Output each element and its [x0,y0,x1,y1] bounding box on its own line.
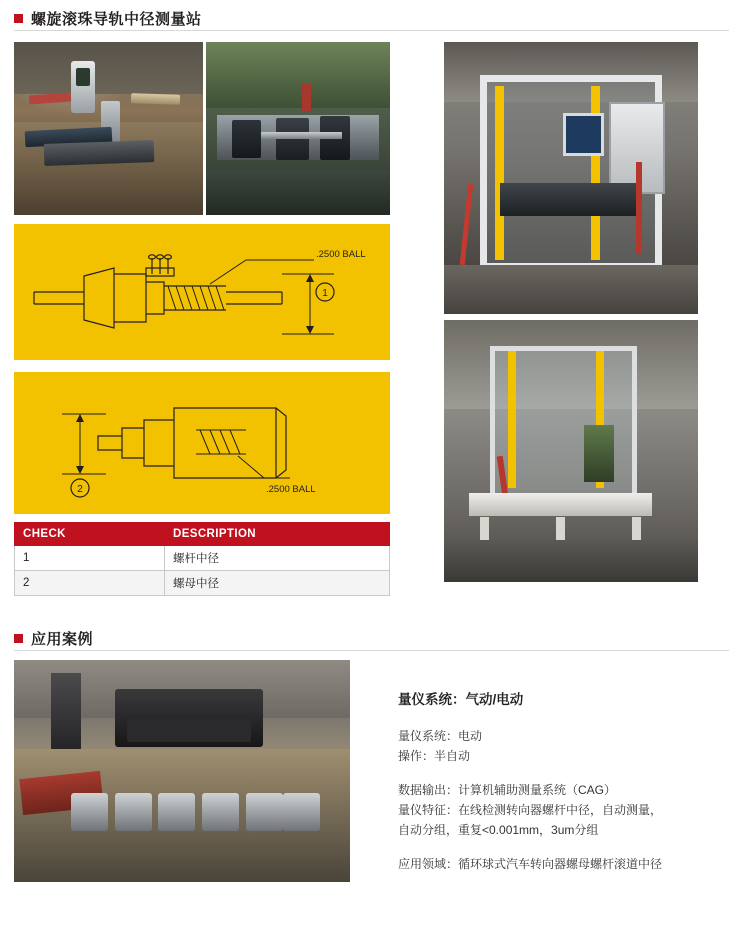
section-title-main: 螺旋滚珠导轨中径测量站 [31,11,202,28]
spec-row-feature-cont [398,820,728,840]
spec-value-application: 循环球式汽车转向器螺母螺杆滚道中径 [458,857,663,871]
cell-check: 2 [15,571,165,596]
spec-row-application [398,854,728,874]
photo-parts-bench [14,660,350,882]
spec-row-operation [398,746,728,766]
heading-divider [14,30,729,31]
spec-value-feature-2: 自动分组，重复<0.001mm，3um分组 [398,823,599,837]
table-row [15,571,390,596]
spec-label-feature: 量仪特征： [398,803,459,817]
ball-label-top: .2500 BALL [316,249,366,260]
photo-measuring-cell [444,42,698,314]
screw-shaft-diagram [14,224,390,360]
photo-machine-guard [444,320,698,582]
photo-green-machine [206,42,390,215]
spec-block [398,688,728,874]
check-table [14,522,390,596]
section-title-cases: 应用案例 [31,631,94,648]
section-heading-cases [14,628,93,649]
column-header-check: CHECK [15,523,165,546]
photo-workbench-fixture [14,42,203,215]
table-header-row [15,523,390,546]
heading-divider [14,650,729,651]
table-row [15,546,390,571]
section-heading-main [14,8,202,29]
spec-value-output: 计算机辅助测量系统（CAG） [458,783,617,797]
spec-label-application: 应用领域： [398,857,459,871]
cell-description: 螺母中径 [165,571,390,596]
spec-label-operation: 操作： [398,749,435,763]
spec-row-system [398,726,728,746]
spec-label-system: 量仪系统： [398,729,459,743]
spec-value-operation: 半自动 [434,749,471,763]
callout-2: 2 [77,484,83,495]
spec-row-feature [398,800,728,820]
spec-heading: 量仪系统：气动/电动 [398,692,524,707]
red-square-bullet-icon [14,14,23,23]
cell-description: 螺杆中径 [165,546,390,571]
column-header-description: DESCRIPTION [165,523,390,546]
spec-value-feature: 在线检测转向器螺杆中径，自动测量， [458,803,663,817]
spec-row-output [398,780,728,800]
nut-diagram [14,372,390,514]
spec-label-output: 数据输出： [398,783,459,797]
ball-label-bottom: .2500 BALL [266,484,316,495]
cell-check: 1 [15,546,165,571]
spec-value-system: 电动 [458,729,483,743]
callout-1: 1 [322,288,328,299]
red-square-bullet-icon [14,634,23,643]
